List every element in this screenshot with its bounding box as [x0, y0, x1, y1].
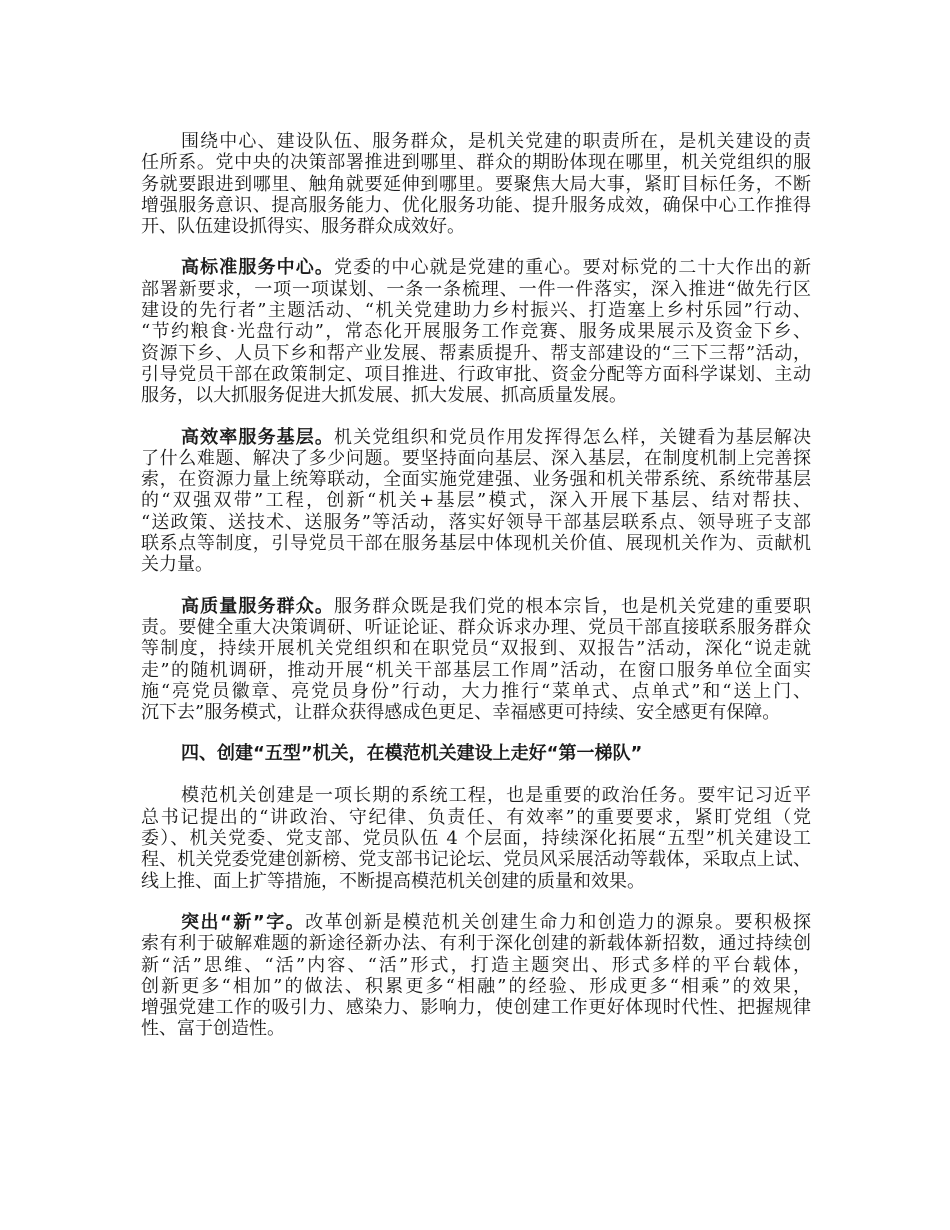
line-text: 索有利于破解难题的新途径新办法、有利于深化创建的新载体新招数，通过持续创	[141, 933, 811, 955]
text-line	[141, 702, 811, 723]
text-line	[141, 638, 811, 659]
line-text: 围绕中心、建设队伍、服务群众，是机关党建的职责所在，是机关建设的责	[181, 131, 811, 152]
paragraph	[141, 785, 811, 891]
document-body	[141, 131, 811, 723]
line-text: 开、队伍建设抓得实、服务群众成效好。	[141, 216, 465, 238]
text-line	[141, 554, 811, 575]
section-body	[141, 785, 811, 1039]
line-text: 机关党组织和党员作用发挥得怎么样，关键看为基层解决	[334, 426, 811, 448]
paragraph-lead-heading: 高效率服务基层。	[181, 426, 334, 448]
text-line	[141, 681, 811, 702]
line-text: 沉下去”服务模式，让群众获得感成色更足、幸福感更可持续、安全感更有保障。	[141, 702, 781, 724]
text-line	[141, 849, 811, 870]
line-text: 建设的先行者”主题活动、“机关党建助力乡村振兴、打造塞上乡村乐园”行动、	[141, 300, 811, 322]
text-line	[141, 490, 811, 511]
paragraph	[141, 257, 811, 406]
line-text: 委）、机关党委、党支部、党员队伍 4 个层面，持续深化拓展“五型”机关建设工	[141, 828, 811, 850]
text-line	[141, 385, 811, 406]
paragraph	[141, 131, 811, 237]
line-text: 服务，以大抓服务促进大抓发展、抓大发展、抓高质量发展。	[141, 385, 627, 407]
line-text: 走”的随机调研，推动开展“机关干部基层工作周”活动，在窗口服务单位全面实	[141, 659, 811, 681]
text-line	[141, 912, 811, 933]
text-line	[141, 469, 811, 490]
line-text: 程、机关党委党建创新榜、党支部书记论坛、党员风采展活动等载体，采取点上试、	[141, 849, 811, 871]
text-line	[141, 321, 811, 342]
text-line	[141, 1018, 811, 1039]
paragraph-lead-heading: 高质量服务群众。	[181, 595, 334, 617]
text-line	[141, 933, 811, 954]
line-text: 党委的中心就是党建的重心。要对标党的二十大作出的新	[334, 257, 811, 279]
line-text: “节约粮食·光盘行动”，常态化开展服务工作竞赛、服务成果展示及资金下乡、	[141, 321, 811, 343]
text-line	[141, 596, 811, 617]
text-line	[141, 807, 811, 828]
text-line	[141, 997, 811, 1018]
text-line	[141, 152, 811, 173]
line-text: “送政策、送技术、送服务”等活动，落实好领导干部基层联系点、领导班子支部	[141, 511, 811, 533]
line-text: 关力量。	[141, 554, 213, 576]
text-line	[141, 871, 811, 892]
paragraph	[141, 912, 811, 1040]
line-text: 服务群众既是我们党的根本宗旨，也是机关党建的重要职	[334, 595, 811, 617]
line-text: 务就要跟进到哪里、触角就要延伸到哪里。要聚焦大局大事，紧盯目标任务，不断	[141, 173, 811, 195]
text-line	[141, 257, 811, 278]
paragraph-lead-heading: 突出“新”字。	[181, 911, 306, 933]
text-line	[141, 343, 811, 364]
line-text: 增强服务意识、提高服务能力、优化服务功能、提升服务成效，确保中心工作推得	[141, 194, 811, 216]
line-text: 线上推、面上扩等措施，不断提高模范机关创建的质量和效果。	[141, 870, 645, 892]
text-line	[141, 617, 811, 638]
text-line	[141, 279, 811, 300]
text-line	[141, 512, 811, 533]
text-line	[141, 660, 811, 681]
paragraph	[141, 596, 811, 724]
text-line	[141, 448, 811, 469]
line-text: 资源下乡、人员下乡和帮产业发展、帮素质提升、帮支部建设的“三下三帮”活动，	[141, 342, 811, 364]
document-page	[141, 131, 811, 1060]
text-line	[141, 533, 811, 554]
text-line	[141, 300, 811, 321]
line-text: 了什么难题、解决了多少问题。要坚持面向基层、深入基层，在制度机制上完善探	[141, 447, 811, 469]
line-text: 索，在资源力量上统筹联动，全面实施党建强、业务强和机关带系统、系统带基层	[141, 469, 811, 491]
line-text: 等制度，持续开展机关党组织和在职党员“双报到、双报告”活动，深化“说走就	[141, 638, 811, 660]
text-line	[141, 955, 811, 976]
section-heading: 四、创建“五型”机关，在模范机关建设上走好“第一梯队”	[181, 743, 643, 765]
text-line	[141, 131, 811, 152]
line-text: 新“活”思维、“活”内容、“活”形式，打造主题突出、形式多样的平台载体，	[141, 954, 811, 976]
text-line	[141, 174, 811, 195]
text-line	[141, 828, 811, 849]
line-text: 的“双强双带”工程，创新“机关+基层”模式，深入开展下基层、结对帮扶、	[141, 490, 811, 512]
text-line	[141, 216, 811, 237]
line-text: 创新更多“相加”的做法、积累更多“相融”的经验、形成更多“相乘”的效果，	[141, 975, 811, 997]
line-text: 部署新要求，一项一项谋划、一条一条梳理、一件一件落实，深入推进“做先行区	[141, 278, 811, 300]
line-text: 引导党员干部在政策制定、项目推进、行政审批、资金分配等方面科学谋划、主动	[141, 363, 811, 385]
text-line	[141, 364, 811, 385]
line-text: 任所系。党中央的决策部署推进到哪里、群众的期盼体现在哪里，机关党组织的服	[141, 152, 811, 174]
line-text: 性、富于创造性。	[141, 1018, 285, 1040]
line-text: 联系点等制度，引导党员干部在服务基层中体现机关价值、展现机关作为、贡献机	[141, 533, 811, 555]
text-line	[141, 427, 811, 448]
line-text: 改革创新是模范机关创建生命力和创造力的源泉。要积极探	[305, 911, 811, 933]
line-text: 施“亮党员徽章、亮党员身份”行动，大力推行“菜单式、点单式”和“送上门、	[141, 680, 811, 702]
paragraph	[141, 427, 811, 576]
paragraph-lead-heading: 高标准服务中心。	[181, 257, 334, 279]
line-text: 责。要健全重大决策调研、听证论证、群众诉求办理、党员干部直接联系服务群众	[141, 616, 811, 638]
line-text: 增强党建工作的吸引力、感染力、影响力，使创建工作更好体现时代性、把握规律	[141, 997, 811, 1019]
text-line	[141, 976, 811, 997]
line-text: 总书记提出的“讲政治、守纪律、负责任、有效率”的重要要求，紧盯党组（党	[141, 806, 811, 828]
line-text: 模范机关创建是一项长期的系统工程，也是重要的政治任务。要牢记习近平	[181, 785, 811, 807]
text-line	[141, 785, 811, 806]
text-line	[141, 195, 811, 216]
